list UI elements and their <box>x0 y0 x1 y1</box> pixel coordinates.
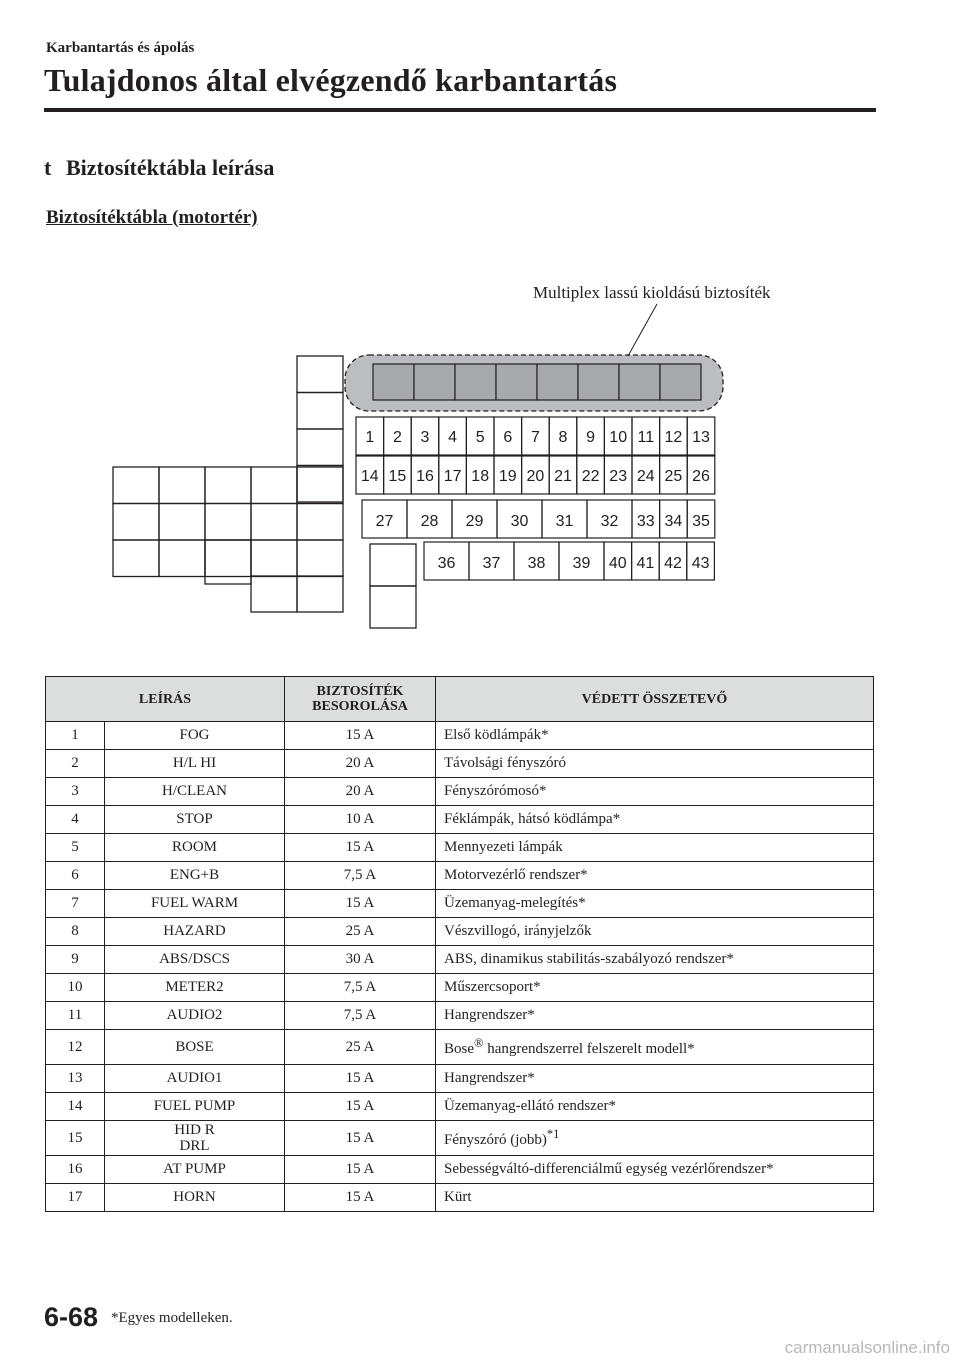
cell-name: FUEL PUMP <box>105 1093 285 1121</box>
table-row <box>46 806 874 834</box>
fuse-number: 37 <box>482 555 501 572</box>
fuse-number: 43 <box>691 555 710 572</box>
fuse-number: 7 <box>530 429 540 446</box>
multiplex-fuse-cell <box>496 364 537 400</box>
relay-slot <box>205 540 251 584</box>
fuse-number: 5 <box>475 429 485 446</box>
fuse-table <box>45 676 874 1212</box>
fuse-number: 1 <box>365 429 375 446</box>
cell-component: Hangrendszer* <box>436 1065 874 1093</box>
fuse-number: 25 <box>664 468 683 485</box>
cell-number: 4 <box>46 806 105 834</box>
fuse-number: 31 <box>555 513 574 530</box>
cell-number: 13 <box>46 1065 105 1093</box>
cell-component <box>436 1030 874 1065</box>
cell-number: 7 <box>46 890 105 918</box>
cell-component: Sebességváltó-differenciálmű egység vezérlőrendszer* <box>436 1156 874 1184</box>
fuse-number: 36 <box>437 555 456 572</box>
relay-slot <box>113 467 159 504</box>
relay-slot <box>113 540 159 577</box>
cell-number: 17 <box>46 1184 105 1212</box>
header-rating <box>285 677 436 722</box>
relay-slot <box>205 540 251 577</box>
cell-number: 5 <box>46 834 105 862</box>
header-component: VÉDETT ÖSSZETEVŐ <box>436 677 874 722</box>
fuse-number: 10 <box>609 429 628 446</box>
heading-bullet: t <box>44 155 52 180</box>
table-row <box>46 834 874 862</box>
cell-rating: 20 A <box>285 750 436 778</box>
multiplex-fuse-cell <box>537 364 578 400</box>
cell-rating: 15 A <box>285 1156 436 1184</box>
cell-rating: 30 A <box>285 946 436 974</box>
relay-slot <box>370 544 416 586</box>
table-row <box>46 974 874 1002</box>
cell-name: AUDIO2 <box>105 1002 285 1030</box>
component-superscript: *1 <box>546 1127 560 1141</box>
fuse-number: 40 <box>608 555 627 572</box>
fuse-number: 13 <box>692 429 710 446</box>
cell-rating: 15 A <box>285 890 436 918</box>
table-row <box>46 722 874 750</box>
cell-number: 3 <box>46 778 105 806</box>
cell-rating: 15 A <box>285 1184 436 1212</box>
cell-name-line2: DRL <box>179 1138 210 1154</box>
fuse-number: 15 <box>388 468 407 485</box>
fuse-number: 23 <box>609 468 628 485</box>
relay-slot <box>251 504 297 541</box>
section-label: Karbantartás és ápolás <box>46 40 195 56</box>
cell-component: Üzemanyag-melegítés* <box>436 890 874 918</box>
fuse-number: 26 <box>692 468 710 485</box>
fuse-number: 41 <box>636 555 655 572</box>
cell-name: BOSE <box>105 1030 285 1065</box>
table-row <box>46 918 874 946</box>
fuse-number: 20 <box>526 468 545 485</box>
component-text-after: hangrendszerrel felszerelt modell* <box>483 1041 695 1057</box>
fuse-number: 24 <box>636 468 655 485</box>
multiplex-fuse-cell <box>660 364 701 400</box>
cell-rating: 7,5 A <box>285 1002 436 1030</box>
cell-name: HORN <box>105 1184 285 1212</box>
table-row <box>46 1121 874 1156</box>
relay-slot <box>205 504 251 541</box>
footnote: *Egyes modelleken. <box>111 1310 233 1326</box>
cell-name: H/L HI <box>105 750 285 778</box>
fuse-number: 21 <box>554 468 572 485</box>
heading-text: Biztosítéktábla leírása <box>66 155 275 180</box>
relay-slot <box>297 576 343 612</box>
subheading: Biztosítéktábla (motortér) <box>46 207 258 228</box>
relay-slot <box>251 467 297 504</box>
fuse-number: 2 <box>392 429 402 446</box>
fuse-number: 38 <box>527 555 546 572</box>
table-row <box>46 1156 874 1184</box>
cell-rating: 7,5 A <box>285 974 436 1002</box>
watermark: carmanualsonline.info <box>784 1338 950 1357</box>
cell-name: STOP <box>105 806 285 834</box>
fuse-number: 11 <box>637 429 655 446</box>
cell-name: FOG <box>105 722 285 750</box>
cell-component: Féklámpák, hátsó ködlámpa* <box>436 806 874 834</box>
cell-component: Mennyezeti lámpák <box>436 834 874 862</box>
cell-rating: 20 A <box>285 778 436 806</box>
cell-rating: 15 A <box>285 722 436 750</box>
cell-number: 8 <box>46 918 105 946</box>
cell-number: 12 <box>46 1030 105 1065</box>
cell-component: Üzemanyag-ellátó rendszer* <box>436 1093 874 1121</box>
cell-name <box>105 1121 285 1156</box>
relay-slot <box>251 576 297 612</box>
relay-slot <box>159 467 205 504</box>
fuse-number: 6 <box>503 429 513 446</box>
cell-number: 6 <box>46 862 105 890</box>
fuse-number: 19 <box>498 468 517 485</box>
cell-number: 10 <box>46 974 105 1002</box>
fuse-box-diagram <box>0 260 960 660</box>
component-text: Bose <box>444 1041 474 1057</box>
table-row <box>46 946 874 974</box>
cell-component: Motorvezérlő rendszer* <box>436 862 874 890</box>
cell-rating: 10 A <box>285 806 436 834</box>
fuse-number: 33 <box>636 513 655 530</box>
cell-name: AUDIO1 <box>105 1065 285 1093</box>
cell-number: 1 <box>46 722 105 750</box>
cell-rating: 25 A <box>285 918 436 946</box>
cell-name: ABS/DSCS <box>105 946 285 974</box>
fuse-number: 22 <box>581 468 600 485</box>
cell-rating: 7,5 A <box>285 862 436 890</box>
fuse-number: 27 <box>375 513 394 530</box>
relay-slot <box>297 540 343 577</box>
cell-name: ENG+B <box>105 862 285 890</box>
cell-component: Fényszórómosó* <box>436 778 874 806</box>
header-rating-line2: BESOROLÁSA <box>312 699 408 714</box>
fuse-number: 39 <box>572 555 591 572</box>
cell-rating: 15 A <box>285 1065 436 1093</box>
page-number: 6-68 <box>44 1302 99 1332</box>
cell-rating: 15 A <box>285 1121 436 1156</box>
cell-name: H/CLEAN <box>105 778 285 806</box>
fuse-number: 14 <box>360 468 379 485</box>
table-row <box>46 1002 874 1030</box>
component-text: Fényszóró (jobb) <box>444 1132 547 1148</box>
cell-component: Hangrendszer* <box>436 1002 874 1030</box>
component-superscript: ® <box>474 1036 484 1050</box>
fuse-number: 32 <box>600 513 619 530</box>
relay-slot <box>205 467 251 504</box>
cell-component <box>436 1121 874 1156</box>
cell-component: ABS, dinamikus stabilitás-szabályozó rendszer* <box>436 946 874 974</box>
relay-slot <box>297 356 343 393</box>
fuse-number: 28 <box>420 513 439 530</box>
cell-number: 15 <box>46 1121 105 1156</box>
fuse-number: 34 <box>664 513 683 530</box>
cell-rating: 15 A <box>285 834 436 862</box>
multiplex-fuse-cell <box>414 364 455 400</box>
cell-name: ROOM <box>105 834 285 862</box>
title-rule <box>44 108 876 112</box>
table-row <box>46 862 874 890</box>
relay-slot <box>297 466 343 503</box>
fuse-number: 4 <box>448 429 458 446</box>
fuse-number: 17 <box>443 468 462 485</box>
cell-number: 14 <box>46 1093 105 1121</box>
callout-label: Multiplex lassú kioldású biztosíték <box>533 283 771 302</box>
table-header-row <box>46 677 874 722</box>
table-row <box>46 1184 874 1212</box>
multiplex-fuse-strip <box>345 355 723 411</box>
relay-slot <box>297 467 343 504</box>
relay-slot <box>159 540 205 577</box>
callout-line <box>628 304 657 356</box>
header-desc: LEÍRÁS <box>46 677 285 722</box>
relay-slot <box>113 504 159 541</box>
fuse-number: 35 <box>692 513 710 530</box>
table-row <box>46 778 874 806</box>
relay-slot <box>159 504 205 541</box>
multiplex-fuse-cell <box>619 364 660 400</box>
cell-rating: 15 A <box>285 1093 436 1121</box>
relay-slot <box>297 504 343 541</box>
fuse-number: 12 <box>664 429 683 446</box>
section-heading <box>44 155 274 181</box>
fuse-number: 3 <box>420 429 430 446</box>
cell-component: Kürt <box>436 1184 874 1212</box>
fuse-number: 18 <box>471 468 490 485</box>
table-row <box>46 1030 874 1065</box>
relay-slot <box>297 393 343 430</box>
table-row <box>46 1093 874 1121</box>
fuse-number: 16 <box>416 468 434 485</box>
cell-name-line1: HID R <box>174 1122 215 1138</box>
fuse-number: 42 <box>664 555 682 572</box>
multiplex-fuse-cell <box>578 364 619 400</box>
cell-name: METER2 <box>105 974 285 1002</box>
cell-component: Vészvillogó, irányjelzők <box>436 918 874 946</box>
fuse-number: 29 <box>465 513 484 530</box>
multiplex-fuse-cell <box>373 364 414 400</box>
cell-name: AT PUMP <box>105 1156 285 1184</box>
table-row <box>46 890 874 918</box>
cell-number: 9 <box>46 946 105 974</box>
cell-number: 11 <box>46 1002 105 1030</box>
header-rating-line1: BIZTOSÍTÉK <box>316 684 404 699</box>
relay-slot <box>370 586 416 628</box>
cell-component: Távolsági fényszóró <box>436 750 874 778</box>
cell-number: 16 <box>46 1156 105 1184</box>
cell-name: FUEL WARM <box>105 890 285 918</box>
relay-slot <box>297 429 343 466</box>
fuse-number: 9 <box>586 429 596 446</box>
multiplex-fuse-cell <box>455 364 496 400</box>
cell-number: 2 <box>46 750 105 778</box>
cell-component: Műszercsoport* <box>436 974 874 1002</box>
page-title: Tulajdonos által elvégzendő karbantartás <box>44 62 618 98</box>
cell-rating: 25 A <box>285 1030 436 1065</box>
cell-name: HAZARD <box>105 918 285 946</box>
relay-slot <box>251 540 297 577</box>
fuse-number: 30 <box>510 513 529 530</box>
table-row <box>46 1065 874 1093</box>
table-row <box>46 750 874 778</box>
cell-component: Első ködlámpák* <box>436 722 874 750</box>
fuse-number: 8 <box>558 429 568 446</box>
